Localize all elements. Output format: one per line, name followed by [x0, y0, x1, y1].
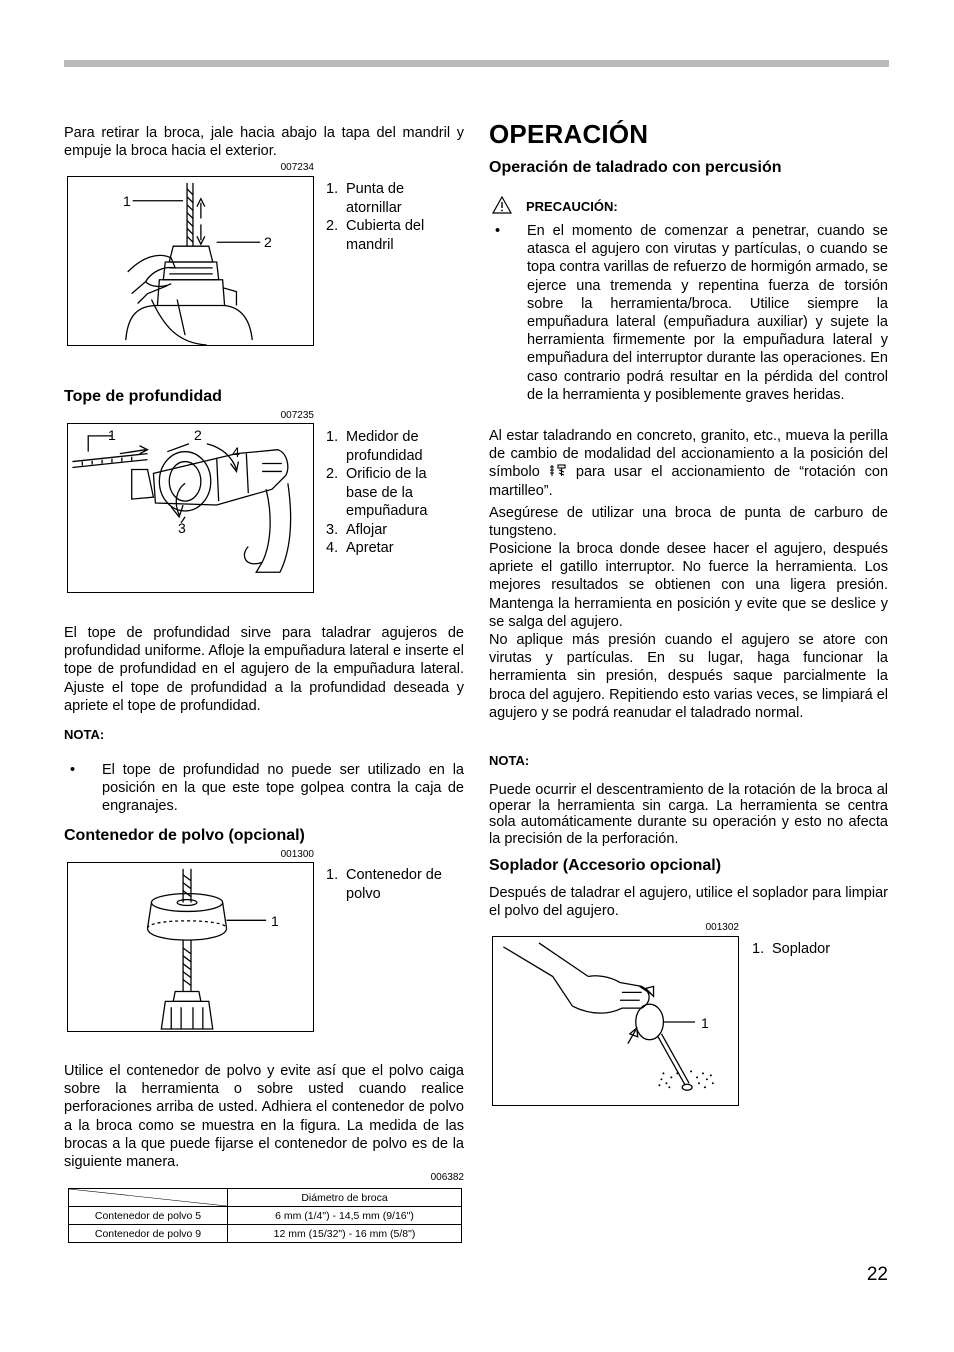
warning-triangle-icon: [492, 196, 512, 214]
fig1-legend-item: 2. Cubierta del mandril: [326, 218, 425, 253]
table-row: [69, 1225, 462, 1243]
table-cell: 12 mm (15/32") - 16 mm (5/8"): [228, 1225, 462, 1243]
dust-heading: Contenedor de polvo (opcional): [64, 827, 305, 844]
fig1-code: 007234: [280, 162, 314, 173]
page-number: 22: [866, 1264, 888, 1285]
hammer-heading: Operación de taladrado con percusión: [489, 159, 782, 176]
table-cell: Contenedor de polvo 9: [69, 1225, 228, 1243]
fig2-legend-item: 3. Aflojar: [326, 521, 388, 538]
table-row: [69, 1207, 462, 1225]
fig3-legend-item: 1. Contenedor de polvo: [326, 867, 442, 902]
depth-note-list: [64, 761, 464, 816]
carbide-paragraph: Asegúrese de utilizar una broca de punta de carburo de tungsteno.: [489, 505, 888, 540]
depth-paragraph: El tope de profundidad sirve para taladrar agujeros de profundidad uniforme. Afloje la empuñadura lateral e inserte el tope de profundidad en el agujero de la empuñadura lateral. Ajuste el tope de profundidad a la profundidad deseada y apriete el tope de profundidad.: [64, 625, 464, 714]
fig4-callout-1: 1: [701, 1015, 709, 1031]
caution-label: PRECAUCIÓN:: [526, 199, 618, 214]
figure-blower: [492, 936, 739, 1106]
fig2-legend-item: 2. Orificio de la base de la empuñadura: [326, 466, 428, 519]
figure-dust-cup: [67, 862, 314, 1032]
fig1-legend-item: 1. Punta de atornillar: [326, 181, 405, 216]
table-cell: Contenedor de polvo 5: [69, 1207, 228, 1225]
fig2-legend-item: 1. Medidor de profundidad: [326, 429, 423, 464]
chuck-illustration: [68, 177, 313, 345]
fig1-legend: [326, 180, 451, 254]
fig3-legend: [326, 866, 451, 903]
fig2-callout-1: 1: [108, 427, 116, 443]
section-title: OPERACIÓN: [489, 119, 649, 149]
fig2-code: 007235: [280, 410, 314, 421]
fig3-code: 001300: [280, 849, 314, 860]
fig2-callout-4: 4: [232, 444, 240, 460]
fig2-legend-item: 4. Apretar: [326, 540, 394, 556]
mode-paragraph: Al estar taladrando en concreto, granito, etc., mueva la perilla de cambio de modalidad del accionamiento a la posición del símbolo para usar el accionamiento de “rotación con martilleo”.: [489, 428, 889, 499]
dust-cup-size-table: [68, 1188, 462, 1243]
dust-paragraph: Utilice el contenedor de polvo y evite así que el polvo caiga sobre la herramienta o sobre usted cuando realice perforaciones arriba de usted. Adhiera el contenedor de polvo a la broca como se muestra en la figura. La medida de las brocas a la que puede fijarse el contenedor de polvo es de la siguiente manera.: [64, 1063, 464, 1171]
blower-paragraph: Después de taladrar el agujero, utilice el soplador para limpiar el polvo del agujero.: [489, 885, 888, 920]
hammer-drill-symbol-icon: [549, 464, 567, 477]
fig4-legend-item: 1. Soplador: [752, 941, 831, 957]
table-header-cell: Diámetro de broca: [228, 1189, 462, 1207]
depth-heading: Tope de profundidad: [64, 388, 222, 405]
hammer-note-label: NOTA:: [489, 753, 530, 768]
blower-heading: Soplador (Accesorio opcional): [489, 857, 722, 874]
depth-gauge-illustration: [68, 424, 313, 592]
header-rule: [64, 60, 889, 67]
table-cell: 6 mm (1/4") - 14,5 mm (9/16"): [228, 1207, 462, 1225]
fig4-code: 001302: [705, 922, 739, 933]
fig2-callout-2: 2: [194, 427, 202, 443]
caution-list: [489, 222, 888, 404]
depth-note-item: • El tope de profundidad no puede ser utilizado en la posición en la que este tope golpea contra la caja de engranajes.: [64, 761, 464, 816]
fig1-callout-2: 2: [264, 234, 272, 250]
pressure-paragraph: No aplique más presión cuando el agujero se atore con virutas y partículas. En su lugar, haga funcionar la herramienta sin presión, después saque parcialmente la broca del agujero. Repitiendo esto varias veces, se limpiará el agujero y se podrá reanudar el taladrado normal.: [489, 632, 888, 721]
caution-item: • En el momento de comenzar a penetrar, cuando se atasca el agujero con virutas y partículas, o cuando se topa contra varillas de refuerzo de hormigón armado, se ejerce una tremenda y repentina fuerza de torsión sobre la herramienta/broca. Utilice siempre la empuñadura lateral (empuñadura auxiliar) y sujete la herramienta firmemente por la empuñadura lateral y empuñadura del interruptor durante las operaciones. En caso contrario podrá resultar en la pérdida del control de la herramienta y posiblemente graves heridas.: [489, 222, 888, 404]
table-corner-cell: [69, 1189, 228, 1207]
fig2-callout-3: 3: [178, 520, 186, 536]
figure-depth-gauge: [67, 423, 314, 593]
fig1-callout-1: 1: [123, 193, 131, 209]
fig2-legend: [326, 428, 451, 558]
intro-paragraph: Para retirar la broca, jale hacia abajo la tapa del mandril y empuje la broca hacia el exterior.: [64, 125, 464, 160]
position-paragraph: Posicione la broca donde desee hacer el agujero, después apriete el gatillo interruptor. No fuerce la herramienta. Los mejores resultados se obtienen con una ligera presión. Mantenga la herramienta en posición y evite que se deslice y se salga del agujero.: [489, 541, 888, 630]
hammer-note-paragraph: Puede ocurrir el descentramiento de la rotación de la broca al operar la herramienta sin carga. La herramienta se centra sola automáticamente durante su operación y esto no afecta la precisión de la perforación.: [489, 782, 888, 847]
fig4-legend: [752, 940, 877, 959]
table-code: 006382: [430, 1172, 464, 1183]
fig3-callout-1: 1: [271, 913, 279, 929]
dust-cup-illustration: [68, 863, 313, 1031]
depth-note-label: NOTA:: [64, 727, 105, 742]
figure-bit-removal: [67, 176, 314, 346]
